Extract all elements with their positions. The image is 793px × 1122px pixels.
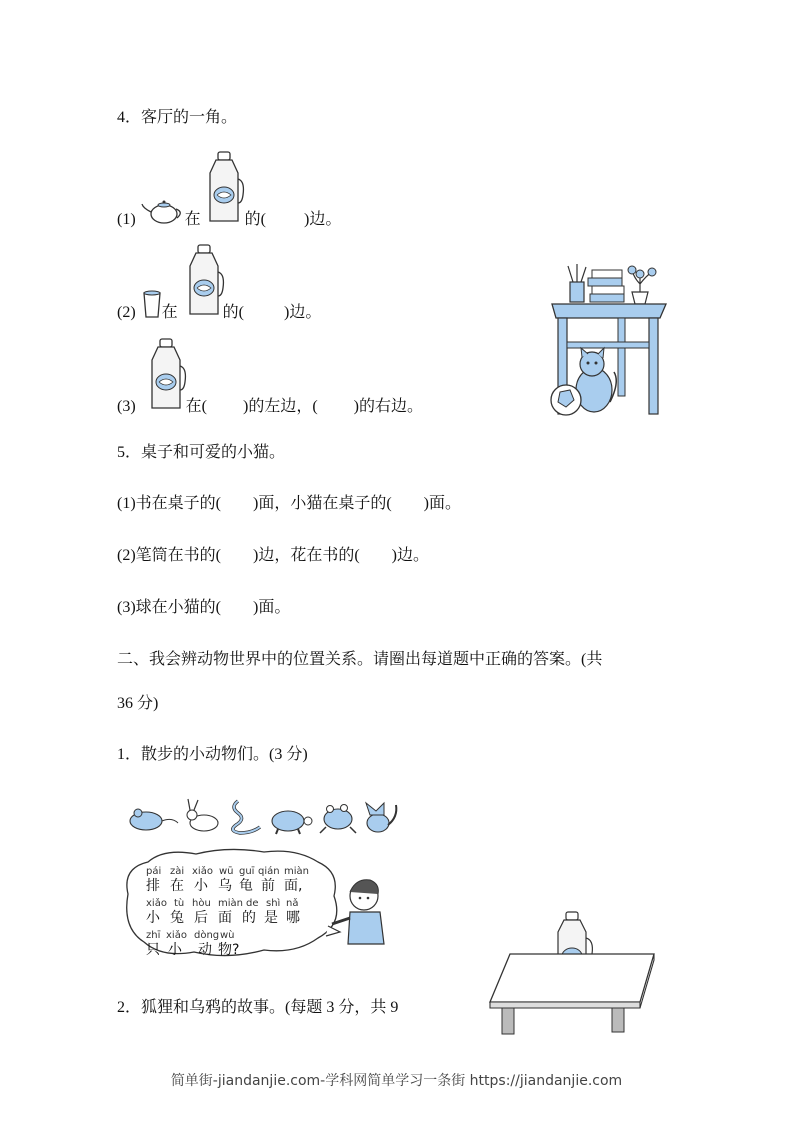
pinyin: nǎ	[286, 898, 299, 909]
pinyin: shì	[266, 898, 281, 909]
pinyin: miàn	[218, 898, 243, 909]
hanzi: 兔	[170, 910, 184, 926]
table-items-illustration	[488, 910, 658, 1036]
hanzi: 面	[218, 910, 232, 926]
pinyin: zhī	[146, 930, 161, 941]
q4-title: 4．客厅的一角。	[117, 109, 238, 126]
pinyin: miàn	[284, 866, 309, 877]
pinyin: guī	[239, 866, 255, 877]
hanzi: 后	[194, 910, 208, 926]
item-number: (2)	[117, 304, 136, 321]
pinyin: wù	[220, 930, 235, 941]
zai-text: 在	[161, 304, 178, 321]
text-c: )的右边。	[353, 398, 424, 415]
pinyin: dòng	[194, 930, 220, 941]
hanzi: 哪	[286, 910, 300, 926]
hanzi: 面,	[284, 878, 303, 894]
thermos-icon	[185, 244, 225, 318]
pinyin: hòu	[192, 898, 211, 909]
cup-icon	[141, 290, 163, 320]
hanzi: 小	[194, 878, 208, 894]
hanzi: 前	[261, 878, 275, 894]
pinyin: xiǎo	[166, 930, 187, 941]
table-cat-illustration	[548, 262, 670, 420]
hanzi: 龟	[239, 878, 253, 894]
page-footer: 简单街-jiandanjie.com-学科网简单学习一条街 https://jiandanjie.com	[170, 1073, 623, 1089]
hanzi: 排	[146, 878, 160, 894]
text-b: )的左边，(	[243, 398, 318, 415]
q5-item-3: (3)球在小猫的( )面。	[117, 599, 291, 616]
thermos-icon	[205, 151, 245, 225]
section2-heading: 二、我会辨动物世界中的位置关系。请圈出每道题中正确的答案。(共	[117, 651, 603, 668]
zai-text: 在	[184, 211, 201, 228]
de-text: 的(	[222, 304, 245, 321]
pinyin: pái	[146, 866, 162, 877]
thermos-icon	[147, 338, 187, 412]
pinyin: xiǎo	[192, 866, 213, 877]
s2q2-title: 2．狐狸和乌鸦的故事。(每题 3 分，共 9	[117, 999, 399, 1016]
hanzi: 只	[146, 942, 160, 958]
pinyin: wū	[219, 866, 234, 877]
section2-heading-cont: 36 分)	[117, 695, 159, 712]
pinyin: tù	[174, 898, 185, 909]
hanzi: 动	[198, 942, 212, 958]
hanzi: 在	[170, 878, 184, 894]
s2q1-title: 1．散步的小动物们。(3 分)	[117, 746, 308, 763]
end-text: )边。	[304, 211, 342, 228]
speech-bubble-illustration	[118, 846, 393, 968]
q5-title: 5．桌子和可爱的小猫。	[117, 444, 286, 461]
q5-item-2: (2)笔筒在书的( )边，花在书的( )边。	[117, 547, 429, 564]
animals-row-illustration	[126, 797, 401, 837]
de-text: 的(	[244, 211, 267, 228]
pinyin: de	[246, 898, 259, 909]
hanzi: 乌	[218, 878, 232, 894]
item-number: (3)	[117, 398, 136, 415]
hanzi: 是	[264, 910, 278, 926]
hanzi: 小	[146, 910, 160, 926]
q5-item-1: (1)书在桌子的( )面，小猫在桌子的( )面。	[117, 495, 461, 512]
hanzi: 的	[242, 910, 256, 926]
item-number: (1)	[117, 211, 136, 228]
hanzi: 小	[168, 942, 182, 958]
pinyin: qián	[258, 866, 280, 877]
pinyin: xiǎo	[146, 898, 167, 909]
hanzi: 物?	[218, 942, 240, 958]
end-text: )边。	[284, 304, 322, 321]
text-a: 在(	[185, 398, 207, 415]
pinyin: zài	[170, 866, 185, 877]
teapot-icon	[140, 196, 184, 226]
bubble-text-row-1	[146, 865, 309, 894]
